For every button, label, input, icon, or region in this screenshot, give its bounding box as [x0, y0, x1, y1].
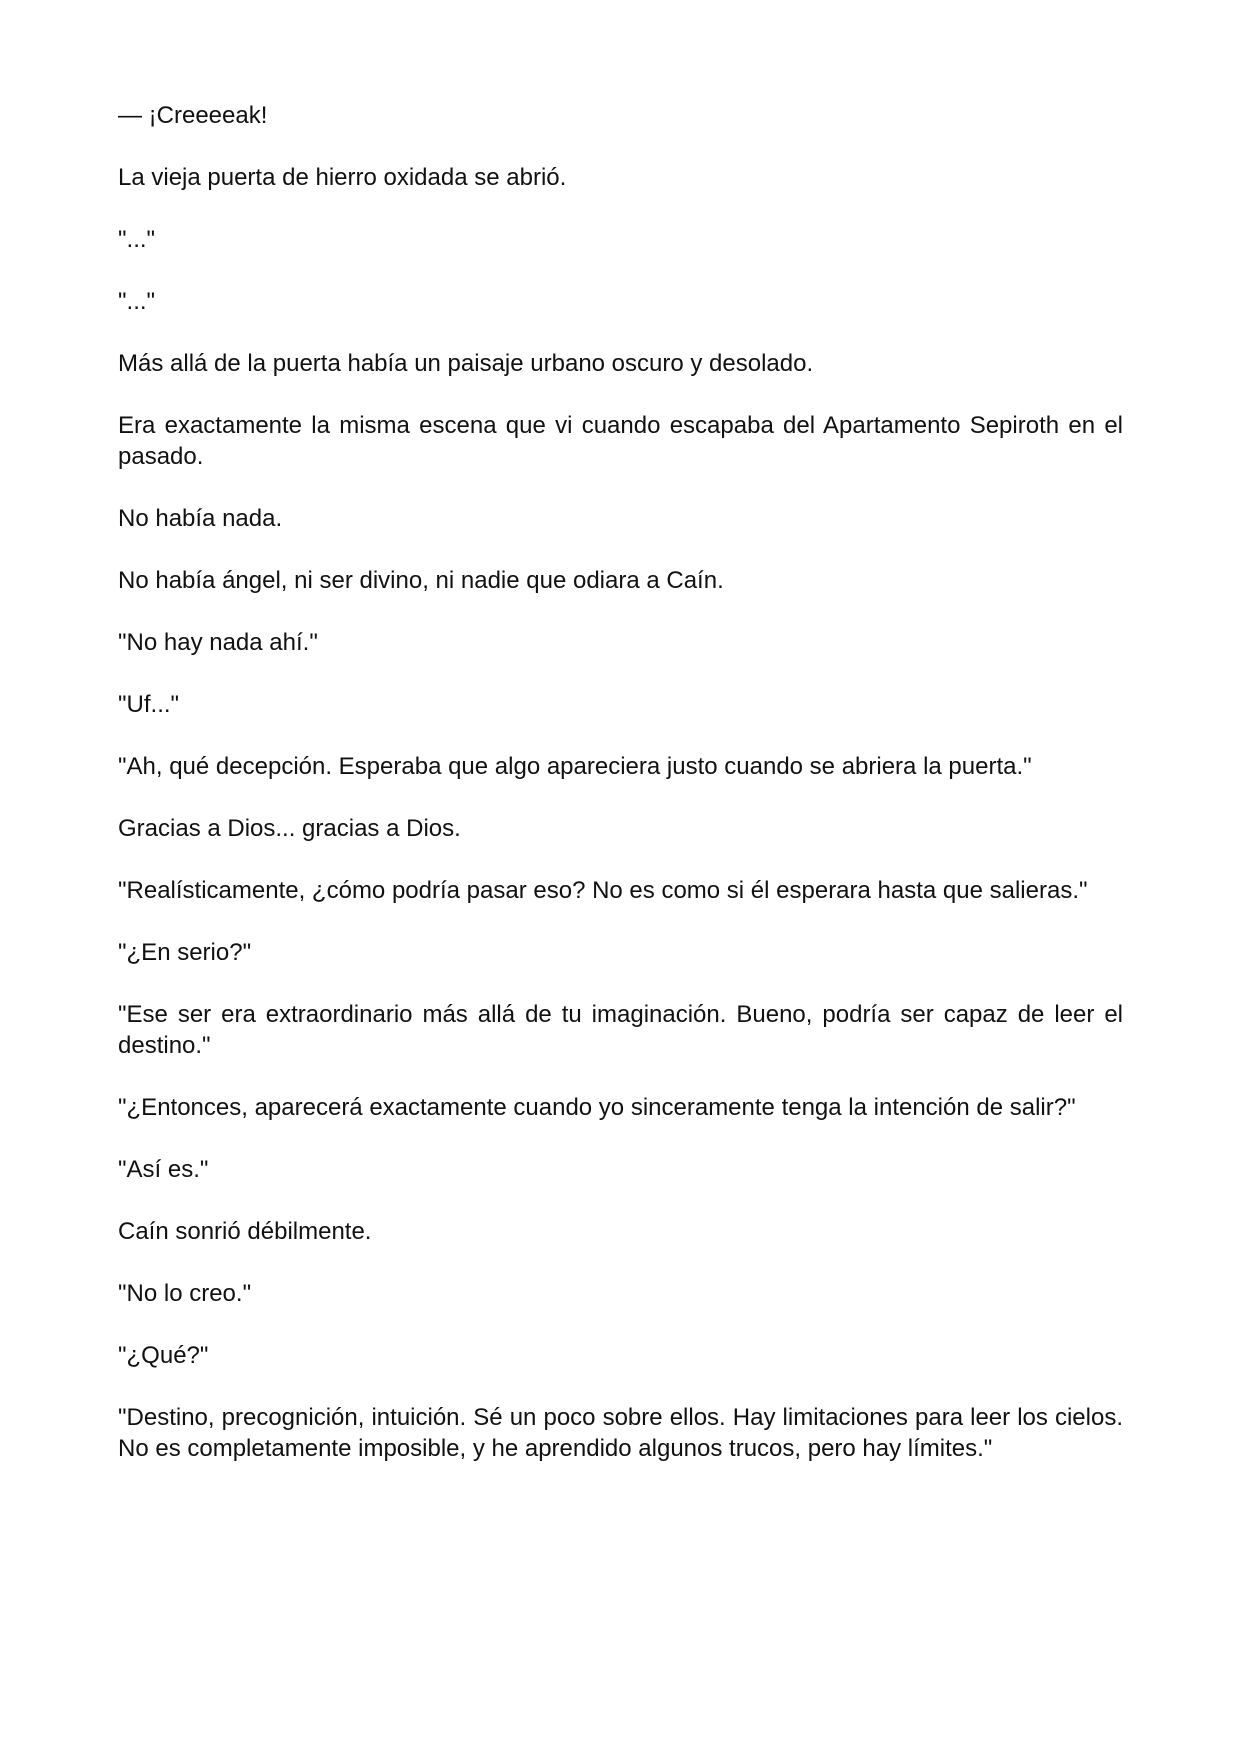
- paragraph: — ¡Creeeeak!: [118, 102, 268, 129]
- paragraph: Gracias a Dios... gracias a Dios.: [118, 815, 461, 842]
- paragraph: "...": [118, 288, 156, 315]
- paragraph: Más allá de la puerta había un paisaje urbano oscuro y desolado.: [118, 350, 814, 377]
- paragraph: Era exactamente la misma escena que vi cuando escapaba del Apartamento Sepiroth en el pasado.: [118, 412, 1123, 470]
- paragraph: "No hay nada ahí.": [118, 629, 318, 656]
- paragraph: "Ese ser era extraordinario más allá de tu imaginación. Bueno, podría ser capaz de leer el destino.": [118, 1001, 1123, 1059]
- paragraph: "...": [118, 226, 156, 253]
- paragraph: "Destino, precognición, intuición. Sé un poco sobre ellos. Hay limitaciones para leer los cielos. No es completamente imposible, y he aprendido algunos trucos, pero hay límites.": [118, 1404, 1123, 1462]
- paragraph: "¿Qué?": [118, 1342, 209, 1369]
- paragraph: "Realísticamente, ¿cómo podría pasar eso? No es como si él esperara hasta que salieras.": [118, 877, 1088, 904]
- paragraph: No había ángel, ni ser divino, ni nadie que odiara a Caín.: [118, 567, 724, 594]
- paragraph: Caín sonrió débilmente.: [118, 1218, 372, 1245]
- paragraph: "¿Entonces, aparecerá exactamente cuando yo sinceramente tenga la intención de salir?": [118, 1094, 1076, 1121]
- paragraph: "Ah, qué decepción. Esperaba que algo apareciera justo cuando se abriera la puerta.": [118, 753, 1032, 780]
- paragraph: "Así es.": [118, 1156, 209, 1183]
- paragraph: No había nada.: [118, 505, 283, 532]
- paragraph: "Uf...": [118, 691, 180, 718]
- paragraph: "No lo creo.": [118, 1280, 252, 1307]
- paragraph: La vieja puerta de hierro oxidada se abrió.: [118, 164, 567, 191]
- paragraph: "¿En serio?": [118, 939, 252, 966]
- document-page: [118, 100, 1123, 1495]
